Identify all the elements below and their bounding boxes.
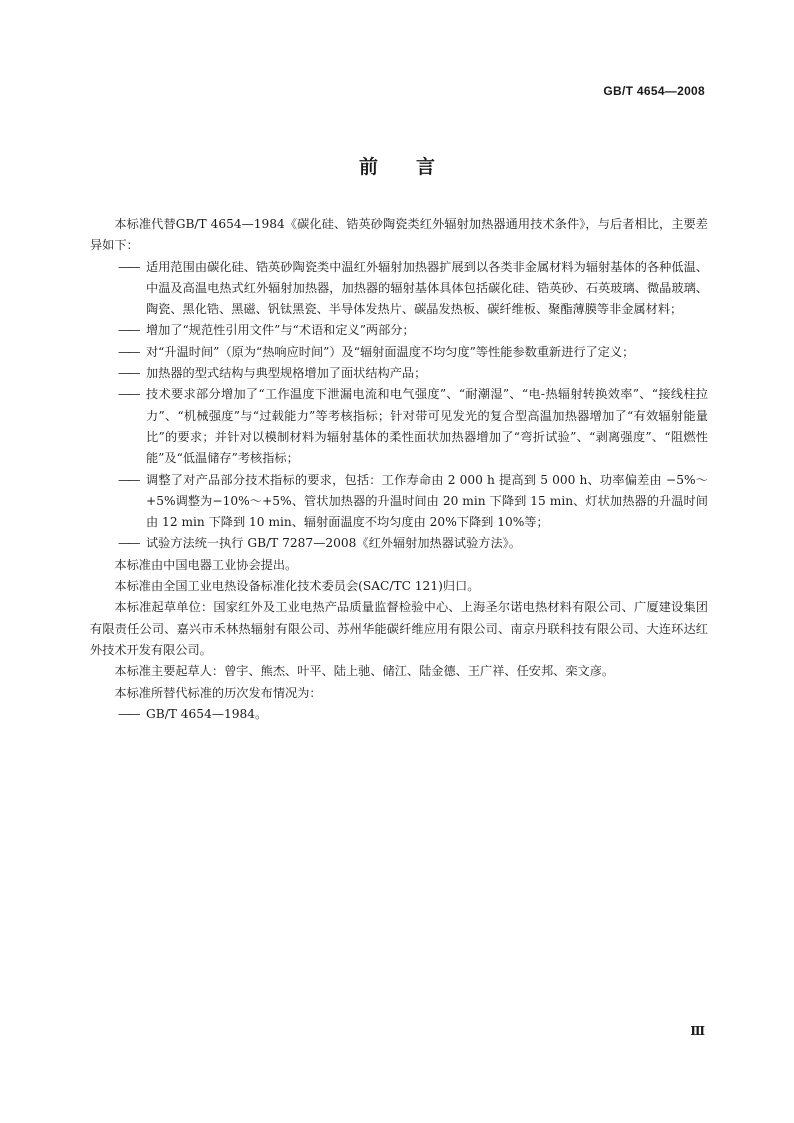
change-item [90,363,708,384]
change-text: 试验方法统一执行 GB/T 7287—2008《红外辐射加热器试验方法》。 [146,536,521,551]
change-text: 适用范围由碳化硅、锆英砂陶瓷类中温红外辐射加热器扩展到以各类非金属材料为辐射基体的各种低温、中温及高温电热式红外辐射加热器，加热器的辐射基体具体包括碳化硅、锆英砂、石英玻璃、微晶玻璃、陶瓷、黑化锆、黑磁、钒钛黑瓷、半导体发热片、碳晶发热板、碳纤维板、聚酯薄膜等非金属材料； [146,259,708,317]
history-intro-paragraph: 本标准所替代标准的历次发布情况为： [114,685,322,700]
standard-number: GB/T 4654—2008 [603,84,705,98]
dash-marker: —— [118,536,139,551]
history-item [90,704,708,725]
dash-marker: —— [118,344,139,359]
change-text: 技术要求部分增加了“工作温度下泄漏电流和电气强度”、“耐潮湿”、“电-热辐射转换效率”、“接线柱拉力”、“机械强度”与“过载能力”等考核指标；针对带可见发光的复合型高温加热器增加了“有效辐射能量比”的要求；并针对以模制材料为辐射基体的柔性面状加热器增加了“弯折试验”、“剥离强度”、“阻燃性能”及“低温储存”考核指标； [146,387,708,466]
change-text: 加热器的型式结构与典型规格增加了面状结构产品； [146,366,427,381]
change-item [90,533,708,554]
dash-marker: —— [118,472,139,487]
proposer-paragraph: 本标准由中国电器工业协会提出。 [114,557,298,572]
dash-marker: —— [118,259,139,274]
intro-paragraph: 本标准代替GB/T 4654—1984《碳化硅、锆英砂陶瓷类红外辐射加热器通用技术条件》，与后者相比，主要差异如下： [90,217,708,253]
change-text: 对“升温时间”（原为“热响应时间”）及“辐射面温度不均匀度”等性能参数重新进行了定义； [146,344,635,359]
change-item [90,257,708,321]
change-item [90,470,708,534]
dash-marker: —— [118,366,139,381]
page-title: 前言 [358,156,473,178]
drafters-paragraph: 本标准主要起草人：曾宇、熊杰、叶平、陆上驰、储江、陆金德、王广祥、任安邦、栾文彦。 [114,664,615,679]
dash-marker: —— [118,387,139,402]
history-text: GB/T 4654—1984。 [146,706,268,721]
change-item [90,342,708,363]
page-number: Ⅲ [690,1024,705,1038]
change-item [90,384,708,469]
change-item [90,320,708,341]
change-text: 调整了对产品部分技术指标的要求，包括：工作寿命由 2 000 h 提高到 5 000 h、功率偏差由 −5%～+5%调整为−10%～+5%、管状加热器的升温时间由 20 min 下降到 15 min、灯状加热器的升温时间由 12 min 下降到 10 min、辐射面温度不均匀度由 20%下降到 10%等； [146,472,708,530]
change-text: 增加了“规范性引用文件”与“术语和定义”两部分； [146,323,415,338]
drafting-units-paragraph: 本标准起草单位：国家红外及工业电热产品质量监督检验中心、上海圣尔诺电热材料有限公司、广厦建设集团有限责任公司、嘉兴市禾林热辐射有限公司、苏州华能碳纤维应用有限公司、南京丹联科技有限公司、大连环达红外技术开发有限公司。 [90,600,708,657]
centralizer-paragraph: 本标准由全国工业电热设备标准化技术委员会(SAC/TC 121)归口。 [114,579,480,594]
dash-marker: —— [118,323,139,338]
document-body [90,214,708,725]
dash-marker: —— [118,706,139,721]
